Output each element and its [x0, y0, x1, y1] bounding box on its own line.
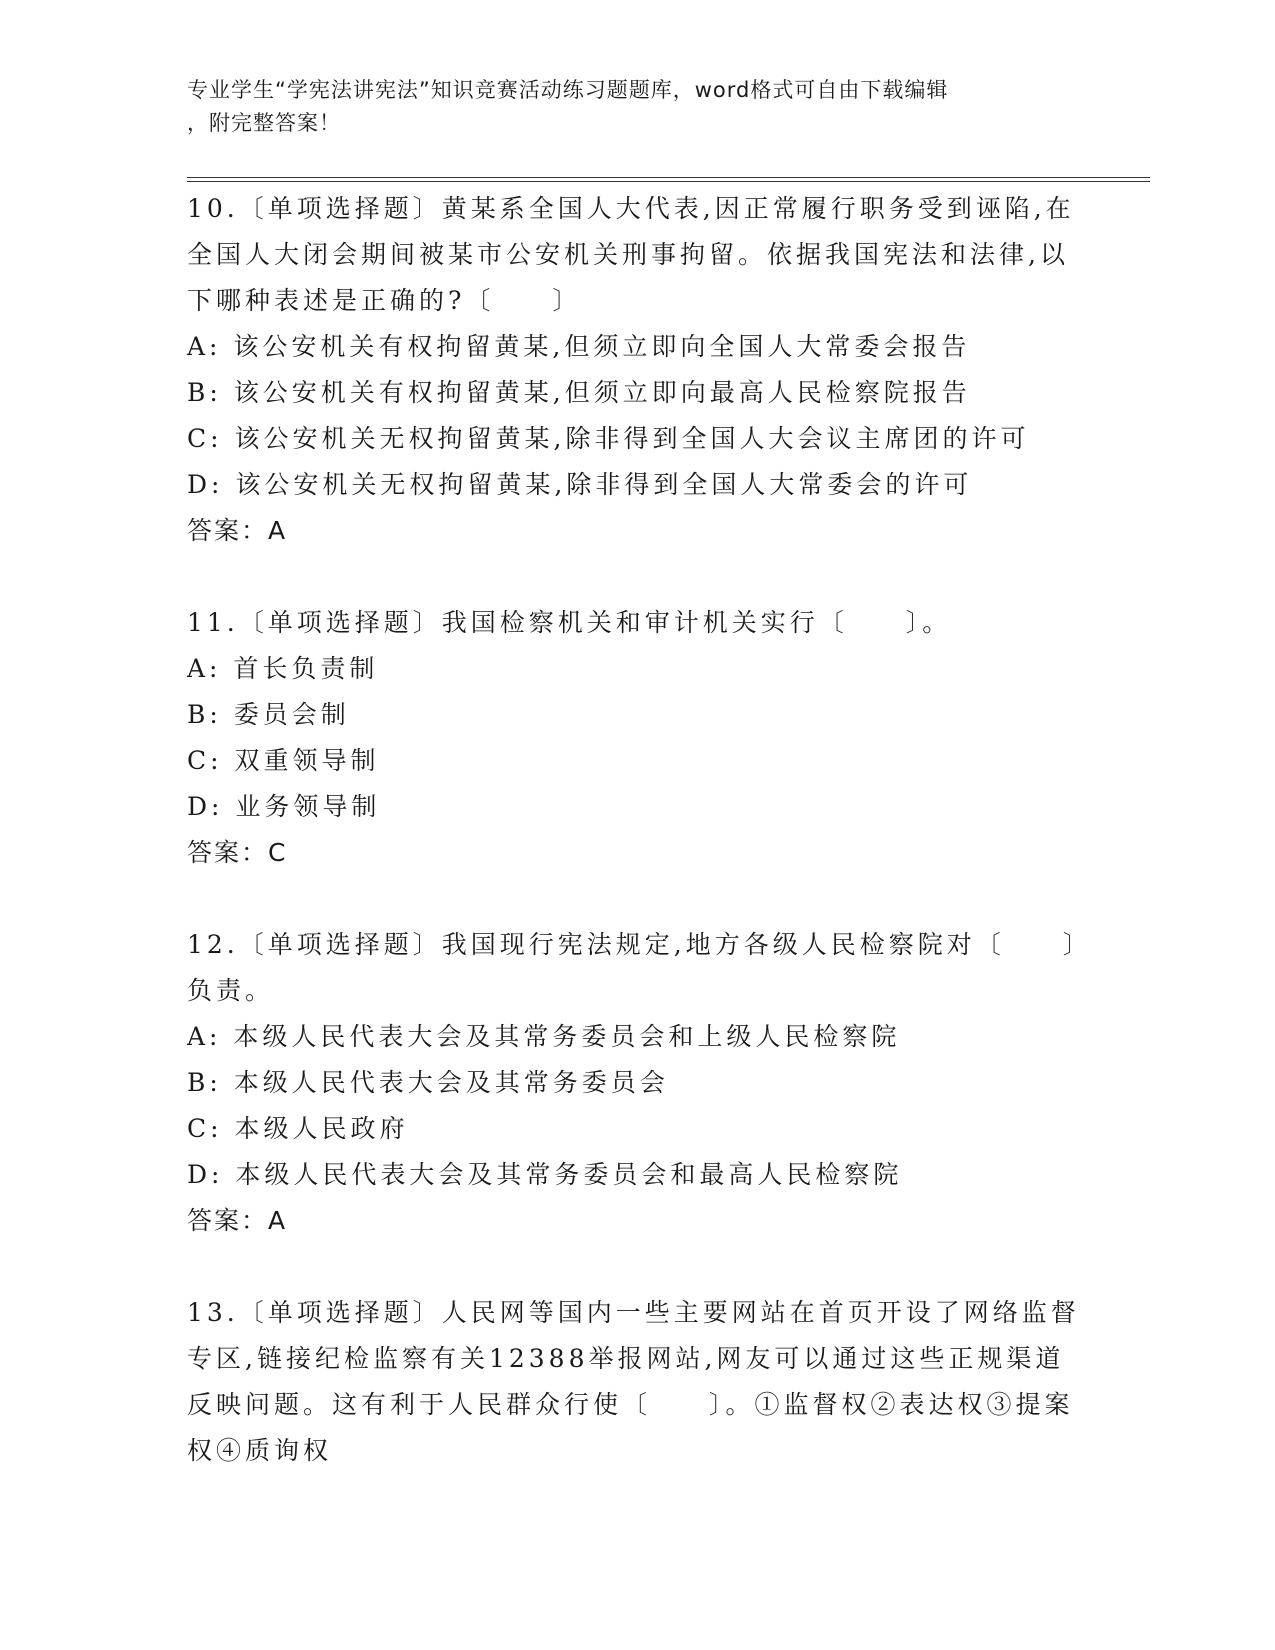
- option-b: B: 本级人民代表大会及其常务委员会: [187, 1068, 669, 1097]
- option-a: A: 首长负责制: [187, 654, 379, 683]
- header-line-2: ，附完整答案！: [187, 111, 341, 135]
- option-b: B: 该公安机关有权拘留黄某,但须立即向最高人民检察院报告: [187, 378, 971, 407]
- question-13: [187, 1290, 1080, 1474]
- answer: 答案：C: [187, 838, 288, 867]
- option-a: A: 本级人民代表大会及其常务委员会和上级人民检察院: [187, 1022, 901, 1051]
- question-10: [187, 186, 1077, 554]
- option-c: C: 该公安机关无权拘留黄某,除非得到全国人大会议主席团的许可: [187, 424, 1030, 453]
- option-a: A: 该公安机关有权拘留黄某,但须立即向全国人大常委会报告: [187, 332, 971, 361]
- option-b: B: 委员会制: [187, 700, 350, 729]
- question-text-line: 负责。: [187, 976, 275, 1005]
- answer: 答案：A: [187, 1206, 288, 1235]
- document-header: [187, 74, 1067, 140]
- question-list: [187, 186, 1092, 1520]
- question-text-line: 下哪种表述是正确的?〔 〕: [187, 286, 582, 315]
- question-text-line: 11.〔单项选择题〕我国检察机关和审计机关实行〔 〕。: [187, 608, 952, 637]
- question-text-line: 12.〔单项选择题〕我国现行宪法规定,地方各级人民检察院对〔 〕: [187, 930, 1092, 959]
- header-line-1: 专业学生“学宪法讲宪法”知识竞赛活动练习题题库，word格式可自由下载编辑: [187, 78, 949, 102]
- question-text-line: 专区,链接纪检监察有关12388举报网站,网友可以通过这些正规渠道: [187, 1344, 1065, 1373]
- question-text-line: 10.〔单项选择题〕黄某系全国人大代表,因正常履行职务受到诬陷,在: [187, 194, 1075, 223]
- question-text-line: 全国人大闭会期间被某市公安机关刑事拘留。依据我国宪法和法律,以: [187, 240, 1069, 269]
- question-text-line: 权④质询权: [187, 1436, 333, 1465]
- question-text-line: 13.〔单项选择题〕人民网等国内一些主要网站在首页开设了网络监督: [187, 1298, 1080, 1327]
- header-divider: [187, 177, 1150, 182]
- option-d: D: 该公安机关无权拘留黄某,除非得到全国人大常委会的许可: [187, 470, 973, 499]
- question-11: [187, 600, 1077, 876]
- answer: 答案：A: [187, 516, 288, 545]
- option-c: C: 双重领导制: [187, 746, 380, 775]
- option-d: D: 业务领导制: [187, 792, 381, 821]
- question-12: [187, 922, 1092, 1244]
- question-text-line: 反映问题。这有利于人民群众行使〔 〕。①监督权②表达权③提案: [187, 1390, 1074, 1419]
- option-c: C: 本级人民政府: [187, 1114, 409, 1143]
- option-d: D: 本级人民代表大会及其常务委员会和最高人民检察院: [187, 1160, 903, 1189]
